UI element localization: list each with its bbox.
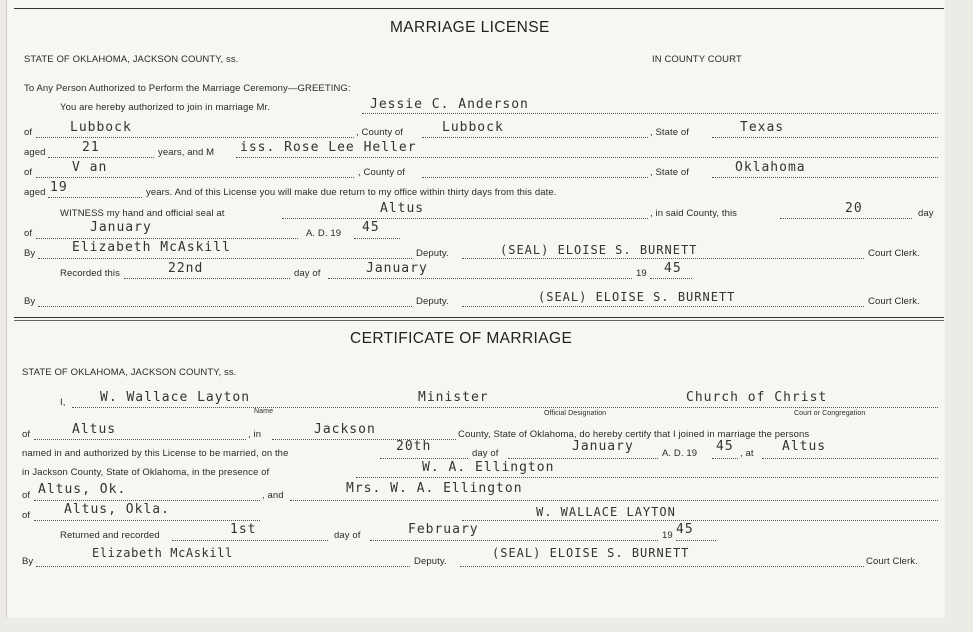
designation-caption: Official Designation bbox=[544, 410, 607, 417]
bride-name-line bbox=[236, 157, 938, 158]
witness2-city-line bbox=[34, 520, 260, 521]
witness2-line bbox=[290, 500, 938, 501]
certify-text: County, State of Oklahoma, do hereby certify that I joined in marriage the persons bbox=[458, 429, 810, 440]
groom-city-line bbox=[36, 137, 354, 138]
bride-city: V an bbox=[72, 160, 108, 175]
recorded-day-line bbox=[124, 278, 290, 279]
bride-state: Oklahoma bbox=[735, 160, 806, 175]
license-deputy-name: Elizabeth McAskill bbox=[72, 240, 231, 255]
authorized-text: You are hereby authorized to join in marriage Mr. bbox=[60, 102, 270, 113]
minister-city-line bbox=[34, 439, 246, 440]
bride-age-line bbox=[48, 197, 142, 198]
license-court: IN COUNTY COURT bbox=[652, 54, 742, 65]
minister-church: Church of Christ bbox=[686, 390, 828, 405]
recorded-day: 22nd bbox=[168, 261, 204, 276]
court-clerk-label: Court Clerk. bbox=[868, 248, 920, 259]
witness1-name: W. A. Ellington bbox=[422, 460, 555, 475]
return-text: years. And of this License you will make due return to my office within thirty days from this date. bbox=[146, 187, 557, 198]
at-label: , at bbox=[740, 448, 754, 459]
license-title: MARRIAGE LICENSE bbox=[390, 19, 550, 36]
and-label: , and bbox=[262, 490, 284, 501]
returned-day: 1st bbox=[230, 522, 257, 537]
marriage-year-line bbox=[712, 458, 738, 459]
cert-of-label-3: of bbox=[22, 510, 31, 521]
marriage-year: 45 bbox=[716, 439, 734, 454]
day-label: day bbox=[918, 208, 934, 219]
marriage-place: Altus bbox=[782, 439, 827, 454]
groom-county: Lubbock bbox=[442, 120, 504, 135]
cert-deputy-label: Deputy. bbox=[414, 556, 447, 567]
marriage-month-line bbox=[508, 458, 658, 459]
day-of-label: day of bbox=[294, 268, 321, 279]
witness1-city: Altus, Ok. bbox=[38, 482, 127, 497]
officiant-signature: W. WALLACE LAYTON bbox=[536, 505, 676, 519]
returned-month: February bbox=[408, 522, 479, 537]
minister-line bbox=[72, 407, 938, 408]
bride-name: iss. Rose Lee Heller bbox=[240, 140, 417, 155]
returned-day-line bbox=[172, 540, 328, 541]
groom-state: Texas bbox=[740, 120, 785, 135]
ad-label: A. D. 19 bbox=[306, 228, 342, 239]
top-border-rule bbox=[14, 8, 944, 9]
groom-name: Jessie C. Anderson bbox=[370, 97, 529, 112]
witness-month: January bbox=[90, 220, 152, 235]
years-and-m-label: years, and M bbox=[158, 147, 215, 158]
state-label: , State of bbox=[650, 167, 690, 178]
minister-name: W. Wallace Layton bbox=[100, 390, 251, 405]
witness-text: WITNESS my hand and official seal at bbox=[60, 208, 225, 219]
section-rule-bottom bbox=[14, 320, 944, 321]
state-of-label: , State of bbox=[650, 127, 690, 138]
marriage-place-line bbox=[762, 458, 938, 459]
section-rule-top bbox=[14, 317, 944, 318]
cert-day-of-label-2: day of bbox=[334, 530, 361, 541]
bride-county-line bbox=[422, 177, 648, 178]
bride-city-line bbox=[36, 177, 354, 178]
groom-city: Lubbock bbox=[70, 120, 132, 135]
cert-of-label-2: of bbox=[22, 490, 31, 501]
marriage-month: January bbox=[572, 439, 634, 454]
returned-text: Returned and recorded bbox=[60, 530, 160, 541]
returned-year: 45 bbox=[676, 522, 694, 537]
witness-year: 45 bbox=[362, 220, 380, 235]
license-state-line: STATE OF OKLAHOMA, JACKSON COUNTY, ss. bbox=[24, 54, 239, 65]
of-label-3: of bbox=[24, 228, 33, 239]
returned-month-line bbox=[370, 540, 658, 541]
by-label: By bbox=[24, 248, 36, 259]
license-clerk-seal-2: (SEAL) ELOISE S. BURNETT bbox=[538, 290, 736, 304]
bride-age: 19 bbox=[50, 180, 68, 195]
marriage-day-line bbox=[380, 458, 468, 459]
groom-state-line bbox=[712, 137, 938, 138]
license-greeting: To Any Person Authorized to Perform the Marriage Ceremony—GREETING: bbox=[24, 83, 351, 94]
aged-label-2: aged bbox=[24, 187, 46, 198]
witness-place: Altus bbox=[380, 201, 425, 216]
recorded-month-line bbox=[328, 278, 632, 279]
recorded-month: January bbox=[366, 261, 428, 276]
cert-day-of-label: day of bbox=[472, 448, 499, 459]
cert-by-label: By bbox=[22, 556, 34, 567]
certificate-title: CERTIFICATE OF MARRIAGE bbox=[350, 330, 573, 347]
groom-name-line bbox=[362, 113, 938, 114]
aged-label: aged bbox=[24, 147, 46, 158]
recorded-text: Recorded this bbox=[60, 268, 120, 279]
license-clerk-seal: (SEAL) ELOISE S. BURNETT bbox=[500, 243, 698, 257]
cert-state-line: STATE OF OKLAHOMA, JACKSON COUNTY, ss. bbox=[22, 367, 237, 378]
recorded-year-line bbox=[650, 278, 692, 279]
presence-text: in Jackson County, State of Oklahoma, in the presence of bbox=[22, 467, 270, 478]
cert-clerk-line bbox=[460, 566, 864, 567]
named-text: named in and authorized by this License to be married, on the bbox=[22, 448, 289, 459]
by-label-2: By bbox=[24, 296, 36, 307]
minister-city: Altus bbox=[72, 422, 117, 437]
groom-age: 21 bbox=[82, 140, 100, 155]
marriage-day: 20th bbox=[396, 439, 432, 454]
church-caption: Court or Congregation bbox=[794, 410, 866, 417]
witness-month-line bbox=[36, 238, 298, 239]
cert-deputy-name: Elizabeth McAskill bbox=[92, 546, 233, 560]
clerk-line bbox=[462, 258, 864, 259]
name-caption: Name bbox=[254, 408, 274, 415]
cert-court-clerk-label: Court Clerk. bbox=[866, 556, 918, 567]
witness1-city-line bbox=[34, 500, 260, 501]
deputy-line bbox=[38, 258, 412, 259]
cert-ad-label: A. D. 19 bbox=[662, 448, 698, 459]
deputy-label: Deputy. bbox=[416, 248, 449, 259]
witness-day-line bbox=[780, 218, 912, 219]
minister-designation: Minister bbox=[418, 390, 489, 405]
bride-state-line bbox=[712, 177, 938, 178]
cert-of-label: of bbox=[22, 429, 31, 440]
county-label: , County of bbox=[358, 167, 406, 178]
court-clerk-label-2: Court Clerk. bbox=[868, 296, 920, 307]
of-label-2: of bbox=[24, 167, 33, 178]
clerk-line-2 bbox=[462, 306, 864, 307]
cert-clerk-seal: (SEAL) ELOISE S. BURNETT bbox=[492, 546, 690, 560]
returned-year-line bbox=[676, 540, 716, 541]
of-label: of bbox=[24, 127, 33, 138]
witness2-city: Altus, Okla. bbox=[64, 502, 170, 517]
recorded-year: 45 bbox=[664, 261, 682, 276]
minister-county: Jackson bbox=[314, 422, 376, 437]
witness-year-line bbox=[354, 238, 400, 239]
cert-nineteen-label: 19 bbox=[662, 530, 673, 541]
deputy-line-2 bbox=[38, 306, 412, 307]
nineteen-label: 19 bbox=[636, 268, 647, 279]
witness2-name: Mrs. W. A. Ellington bbox=[346, 481, 523, 496]
county-of-label: , County of bbox=[356, 127, 404, 138]
witness-place-line bbox=[282, 218, 648, 219]
in-label: , in bbox=[248, 429, 262, 440]
groom-county-line bbox=[422, 137, 648, 138]
i-label: I, bbox=[60, 397, 66, 408]
witness-day: 20 bbox=[845, 201, 863, 216]
groom-age-line bbox=[48, 157, 154, 158]
deputy-label-2: Deputy. bbox=[416, 296, 449, 307]
witness1-line bbox=[356, 477, 938, 478]
cert-deputy-line bbox=[36, 566, 410, 567]
in-said-county: , in said County, this bbox=[650, 208, 738, 219]
officiant-line bbox=[462, 520, 938, 521]
